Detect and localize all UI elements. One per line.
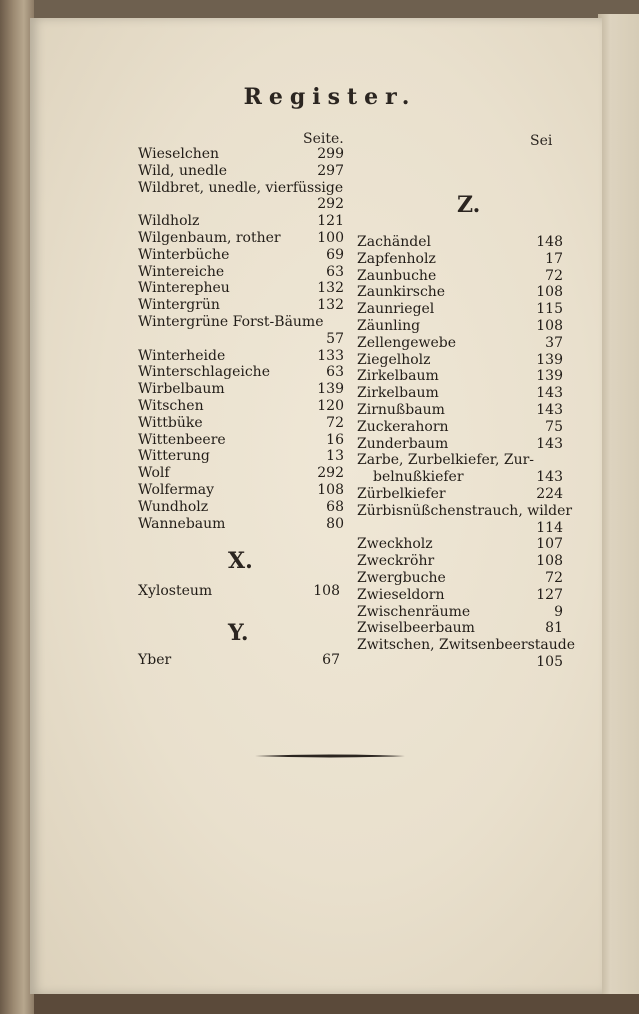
index-entry — [138, 364, 344, 381]
index-entry — [357, 604, 563, 621]
entry-term: Wolf — [138, 465, 170, 482]
entry-page-number: 143 — [536, 435, 563, 452]
entry-term: Zaunriegel — [357, 301, 435, 318]
index-entry — [357, 436, 563, 453]
entry-page-number: 132 — [317, 280, 344, 297]
index-entry — [357, 502, 573, 520]
entry-page-number: 121 — [317, 213, 344, 230]
entry-page-number: 224 — [536, 486, 563, 502]
index-entry — [357, 318, 563, 335]
entry-term: Zapfenholz — [357, 250, 436, 267]
index-entry — [357, 486, 563, 503]
index-entry — [138, 482, 344, 499]
entry-term: Zäunling — [357, 318, 421, 334]
index-entry — [357, 335, 563, 352]
entry-page-number: 17 — [545, 250, 563, 267]
entry-page-number: 80 — [326, 515, 344, 532]
entry-term: Zachändel — [357, 234, 432, 250]
entry-term: Wundholz — [138, 498, 209, 515]
index-entry — [357, 637, 576, 654]
entry-term: Zirkelbaum — [357, 385, 439, 402]
entry-page-number: 139 — [317, 381, 344, 398]
entry-term: Zwischenräume — [357, 603, 471, 620]
entry-page-number: 292 — [317, 465, 344, 482]
index-entry — [138, 448, 344, 465]
entry-term: Zellengewebe — [357, 334, 457, 351]
index-entry — [357, 536, 563, 553]
entry-page-number: 67 — [322, 652, 340, 668]
entry-page-number: 68 — [326, 498, 344, 515]
section-letter-x: X. — [228, 548, 253, 574]
index-entry — [357, 268, 563, 285]
index-entry — [138, 196, 344, 213]
entry-term: Wildholz — [138, 213, 200, 230]
index-entry — [138, 163, 344, 180]
entry-page-number: 108 — [313, 583, 340, 599]
entry-page-number: 57 — [326, 330, 344, 347]
index-entry — [138, 280, 344, 297]
index-entry — [357, 419, 563, 436]
entry-term: Xylosteum — [138, 583, 213, 599]
entry-term: Zirnußbaum — [357, 402, 445, 418]
entry-term: Wildbret, unedle, vierfüssige — [138, 179, 344, 196]
section-letter-z: Z. — [457, 192, 481, 218]
index-entry — [357, 654, 563, 671]
entry-page-number: 292 — [317, 196, 344, 213]
entry-page-number: 143 — [536, 469, 563, 486]
entry-page-number: 63 — [326, 364, 344, 381]
entry-page-number: 63 — [326, 263, 344, 280]
entry-page-number: 148 — [536, 234, 563, 250]
index-entry — [138, 348, 344, 365]
index-entry — [357, 402, 563, 419]
entry-page-number: 297 — [317, 162, 344, 179]
entry-page-number: 72 — [545, 267, 563, 284]
entry-term: Zirkelbaum — [357, 368, 439, 385]
left-column-header: Seite. — [303, 131, 344, 147]
index-entry — [138, 398, 344, 415]
entry-term: Zwiselbeerbaum — [357, 620, 475, 637]
entry-page-number: 75 — [545, 418, 563, 435]
index-entry — [138, 415, 344, 432]
entry-term: Winterepheu — [138, 280, 230, 297]
entry-term: Zarbe, Zurbelkiefer, Zur- — [357, 452, 535, 469]
index-entry — [357, 352, 563, 369]
index-entry — [357, 570, 563, 587]
entry-page-number: 16 — [326, 431, 344, 448]
entry-term: Wintereiche — [138, 263, 225, 280]
entry-term: Zwieseldorn — [357, 586, 445, 603]
entry-term: Wintergrüne Forst-Bäume — [138, 314, 324, 330]
entry-term: Wild, unedle — [138, 162, 228, 179]
index-entry — [357, 520, 563, 537]
entry-term: Zunderbaum — [357, 435, 449, 452]
index-entry — [357, 553, 563, 570]
adjacent-page-edge — [598, 14, 639, 994]
entry-page-number: 105 — [536, 654, 563, 670]
entry-page-number: 108 — [536, 318, 563, 334]
entry-term: Witterung — [138, 448, 210, 465]
entry-term: Wintergrün — [138, 297, 220, 314]
entry-term: Zweckröhr — [357, 553, 435, 570]
index-entry — [138, 314, 344, 331]
entry-term: Wittenbeere — [138, 431, 226, 448]
entry-page-number: 139 — [536, 368, 563, 385]
entry-page-number: 299 — [317, 146, 344, 162]
page-title: Register. — [243, 84, 417, 110]
index-entry — [357, 284, 563, 301]
index-entry — [138, 652, 340, 669]
entry-page-number: 100 — [317, 230, 344, 246]
entry-page-number: 132 — [317, 297, 344, 314]
entry-term: Winterheide — [138, 347, 226, 364]
index-entry — [357, 452, 563, 469]
entry-term: Zaunbuche — [357, 267, 437, 284]
entry-term: Wirbelbaum — [138, 381, 225, 398]
index-entry — [138, 583, 340, 600]
index-entry — [138, 297, 344, 314]
index-entry — [357, 385, 563, 402]
entry-page-number: 108 — [317, 482, 344, 498]
entry-term: Zaunkirsche — [357, 284, 446, 301]
index-entry — [357, 587, 563, 604]
entry-page-number: 81 — [545, 620, 563, 637]
entry-term: Yber — [138, 652, 172, 668]
index-entry — [357, 301, 563, 318]
entry-term: Ziegelholz — [357, 351, 431, 368]
index-entry — [357, 234, 563, 251]
entry-page-number: 108 — [536, 284, 563, 301]
section-letter-y: Y. — [228, 620, 249, 646]
entry-term: Wolfermay — [138, 482, 215, 498]
entry-term: Winterschlageiche — [138, 364, 270, 381]
right-column-header: Sei — [530, 133, 553, 149]
entry-page-number: 37 — [545, 334, 563, 351]
entry-term: Zwergbuche — [357, 570, 446, 586]
index-entry — [138, 230, 344, 247]
index-entry — [138, 381, 344, 398]
index-entry — [138, 516, 344, 533]
entry-page-number: 13 — [326, 448, 344, 465]
index-entry — [138, 432, 344, 449]
index-entry — [138, 264, 344, 281]
entry-page-number: 120 — [317, 398, 344, 414]
entry-term: Zweckholz — [357, 536, 433, 553]
entry-term: Zuckerahorn — [357, 418, 449, 435]
index-entry — [138, 499, 344, 516]
book-spine — [0, 0, 34, 1014]
index-entry — [138, 331, 344, 348]
entry-term: Wannebaum — [138, 515, 226, 532]
entry-page-number: 69 — [326, 246, 344, 263]
entry-term: Zürbisnüßchenstrauch, wilder — [357, 502, 573, 519]
closing-ornament-rule — [255, 754, 405, 758]
entry-term: Witschen — [138, 398, 204, 414]
index-entry — [357, 368, 563, 385]
entry-term: Zürbelkiefer — [357, 486, 446, 502]
index-entry — [357, 469, 563, 486]
entry-term: Wilgenbaum, rother — [138, 230, 281, 246]
entry-term: Wieselchen — [138, 146, 220, 162]
index-entry — [138, 213, 344, 230]
entry-page-number: 127 — [536, 586, 563, 603]
index-entry — [138, 465, 344, 482]
entry-page-number: 72 — [326, 414, 344, 431]
entry-page-number: 108 — [536, 553, 563, 570]
index-entry — [138, 146, 344, 163]
entry-page-number: 143 — [536, 402, 563, 418]
entry-page-number: 143 — [536, 385, 563, 402]
entry-page-number: 139 — [536, 351, 563, 368]
book-top-edge — [0, 0, 639, 20]
entry-term: Wittbüke — [138, 414, 203, 431]
index-entry — [357, 251, 563, 268]
index-entry — [138, 180, 344, 197]
entry-page-number: 133 — [317, 347, 344, 364]
entry-page-number: 114 — [536, 519, 563, 536]
entry-term: Winterbüche — [138, 246, 230, 263]
entry-term: Zwitschen, Zwitsenbeerstaude — [357, 637, 576, 654]
entry-page-number: 115 — [536, 301, 563, 318]
entry-page-number: 72 — [545, 570, 563, 586]
entry-page-number: 9 — [554, 603, 563, 620]
entry-page-number: 107 — [536, 536, 563, 553]
index-entry — [138, 247, 344, 264]
index-entry — [357, 620, 563, 637]
entry-term: belnußkiefer — [373, 469, 464, 486]
